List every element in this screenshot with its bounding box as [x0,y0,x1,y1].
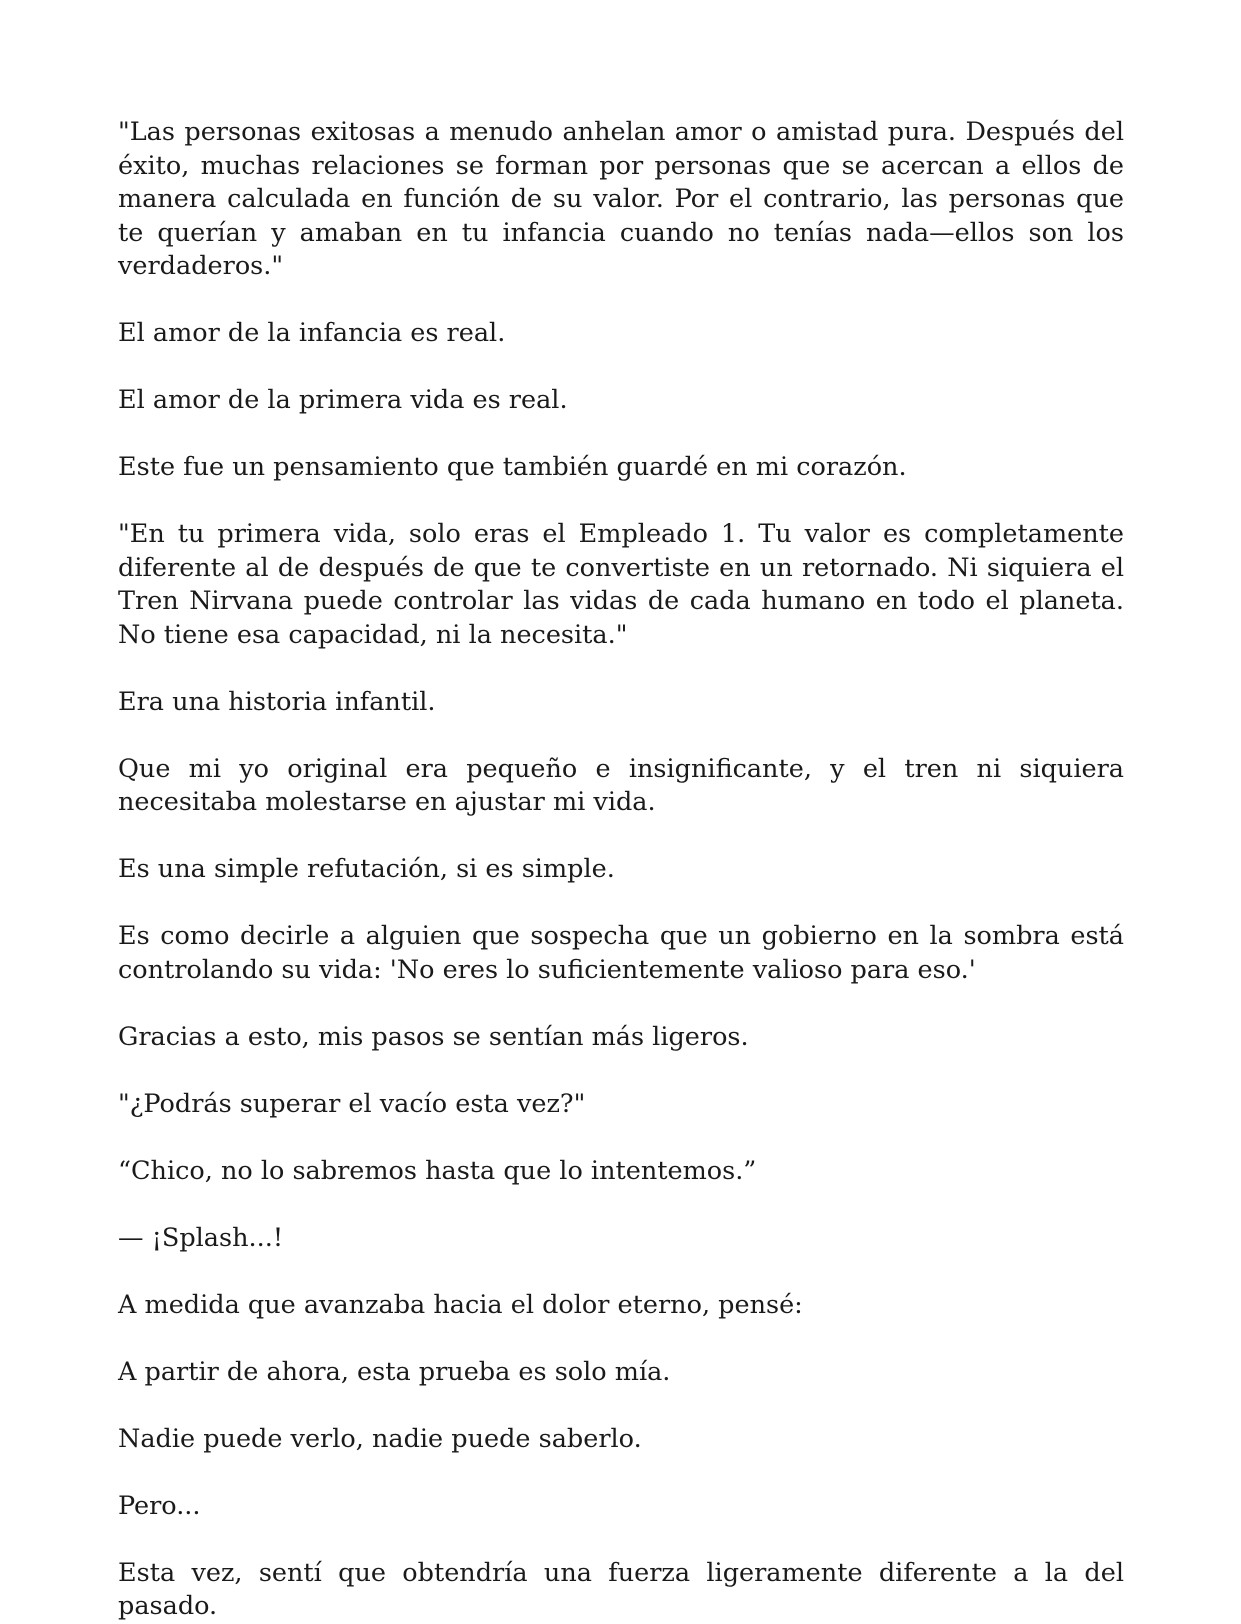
paragraph: Este fue un pensamiento que también guardé en mi corazón. [118,452,907,482]
document-body [118,116,1124,1624]
paragraph: Gracias a esto, mis pasos se sentían más ligeros. [118,1021,749,1052]
paragraph: "¿Podrás superar el vacío esta vez?" [118,1088,586,1119]
paragraph: — ¡Splash...! [118,1222,284,1253]
paragraph: Era una historia infantil. [118,686,436,717]
paragraph: A medida que avanzaba hacia el dolor eterno, pensé: [118,1289,803,1320]
paragraph: Es una simple refutación, si es simple. [118,854,615,884]
paragraph: Es como decirle a alguien que sospecha que un gobierno en la sombra está controlando su vida: 'No eres lo suficientemente valioso para eso.' [118,921,1124,985]
paragraph: Esta vez, sentí que obtendría una fuerza ligeramente diferente a la del pasado. [118,1557,1124,1621]
paragraph: Que mi yo original era pequeño e insignificante, y el tren ni siquiera necesitaba molestarse en ajustar mi vida. [118,753,1124,817]
paragraph: El amor de la infancia es real. [118,318,506,348]
paragraph: Pero... [118,1490,201,1521]
paragraph: A partir de ahora, esta prueba es solo mía. [118,1356,671,1387]
paragraph: Nadie puede verlo, nadie puede saberlo. [118,1423,642,1454]
paragraph: "Las personas exitosas a menudo anhelan amor o amistad pura. Después del éxito, muchas relaciones se forman por personas que se acercan a ellos de manera calculada en función de su valor. Por el contrario, las personas que te querían y amaban en tu infancia cuando no tenías nada—ellos son los verdaderos." [118,117,1124,281]
paragraph: “Chico, no lo sabremos hasta que lo intentemos.” [118,1155,757,1186]
paragraph: "En tu primera vida, solo eras el Empleado 1. Tu valor es completamente diferente al de después de que te convertiste en un retornado. Ni siquiera el Tren Nirvana puede controlar las vidas de cada humano en todo el planeta. No tiene esa capacidad, ni la necesita." [118,519,1124,650]
paragraph: El amor de la primera vida es real. [118,385,568,415]
